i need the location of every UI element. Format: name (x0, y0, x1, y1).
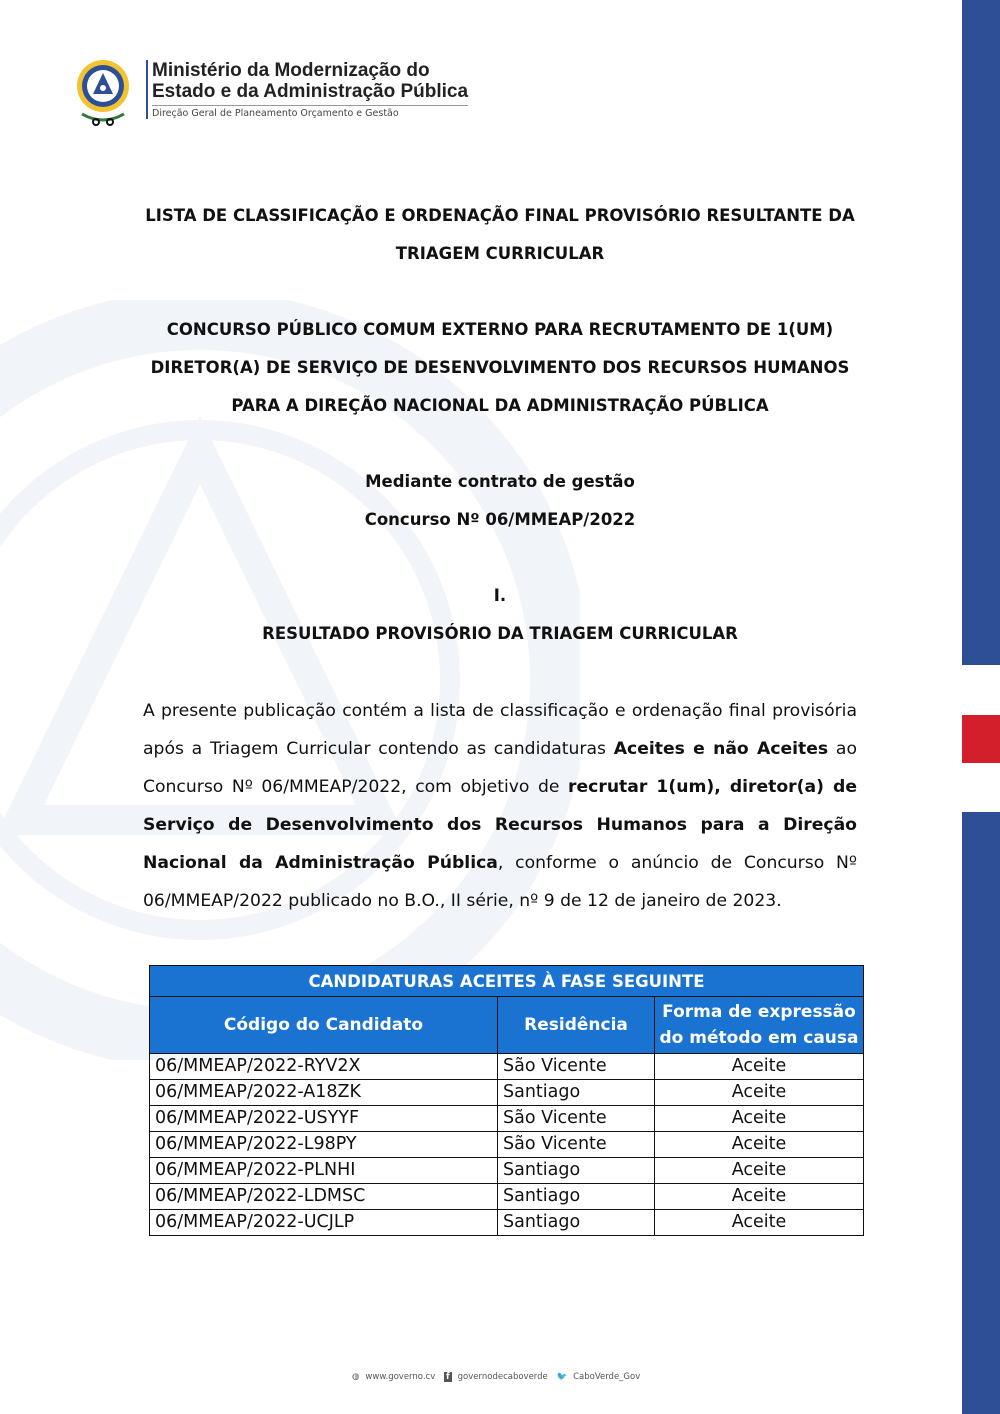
table-row (150, 1210, 864, 1236)
concurso-line-1: CONCURSO PÚBLICO COMUM EXTERNO PARA RECRUTAMENTO DE 1(UM) (166, 320, 834, 339)
twitter-icon: 🐦 (556, 1372, 568, 1382)
ministry-line-1: Ministério da Modernização do (152, 60, 430, 81)
cell-residence: Santiago (498, 1158, 655, 1184)
cell-residence: São Vicente (498, 1054, 655, 1080)
footer-twitter[interactable]: CaboVerde_Gov (573, 1372, 641, 1382)
col-header-code: Código do Candidato (150, 997, 498, 1054)
cell-residence: Santiago (498, 1184, 655, 1210)
cell-code: 06/MMEAP/2022-LDMSC (150, 1184, 498, 1210)
table-title: CANDIDATURAS ACEITES À FASE SEGUINTE (150, 966, 864, 997)
table-row (150, 1184, 864, 1210)
table-row (150, 1106, 864, 1132)
section-title: RESULTADO PROVISÓRIO DA TRIAGEM CURRICULAR (262, 624, 738, 643)
col-header-residence: Residência (498, 997, 655, 1054)
contract-type: Mediante contrato de gestão (365, 472, 635, 491)
concurso-line-2: DIRETOR(A) DE SERVIÇO DE DESENVOLVIMENTO DOS RECURSOS HUMANOS (150, 358, 850, 377)
cell-result: Aceite (655, 1158, 864, 1184)
concurso-number: Concurso Nº 06/MMEAP/2022 (364, 510, 636, 529)
title-line-2: TRIAGEM CURRICULAR (395, 244, 605, 263)
para-bold-2: recrutar 1(um), diretor(a) de Serviço de Desenvolvimento dos Recursos Humanos para a Direção Nacional da Administração Pública (143, 777, 857, 873)
coat-of-arms-icon (72, 56, 134, 128)
ministry-subtitle: Direção Geral de Planeamento Orçamento e Gestão (152, 105, 468, 119)
ministry-name (146, 60, 468, 119)
side-stripe-red (962, 715, 1000, 763)
globe-icon: ◍ (352, 1372, 360, 1382)
cell-residence: Santiago (498, 1210, 655, 1236)
cell-residence: São Vicente (498, 1106, 655, 1132)
cell-residence: Santiago (498, 1080, 655, 1106)
para-bold-1: Aceites e não Aceites (613, 739, 829, 759)
para-text-1: A presente publicação contém a lista de classificação e ordenação final provisória após a Triagem Curricular contendo as candidaturas (143, 701, 857, 759)
para-text-2: ao Concurso Nº 06/MMEAP/2022, com objetivo de (143, 739, 857, 797)
cell-residence: São Vicente (498, 1132, 655, 1158)
table-row (150, 1080, 864, 1106)
cell-code: 06/MMEAP/2022-PLNHI (150, 1158, 498, 1184)
cell-code: 06/MMEAP/2022-RYV2X (150, 1054, 498, 1080)
para-text-3: , conforme o anúncio de Concurso Nº 06/MMEAP/2022 publicado no B.O., II série, nº 9 de 12 de janeiro de 2023. (143, 853, 857, 911)
table-row (150, 1158, 864, 1184)
ministry-line-2: Estado e da Administração Pública (152, 81, 469, 102)
side-stripe-blue-top (962, 0, 1000, 665)
section-number: I. (493, 586, 507, 605)
cell-result: Aceite (655, 1210, 864, 1236)
cell-code: 06/MMEAP/2022-L98PY (150, 1132, 498, 1158)
candidates-table (149, 965, 864, 1236)
cell-result: Aceite (655, 1106, 864, 1132)
cell-result: Aceite (655, 1080, 864, 1106)
cell-result: Aceite (655, 1132, 864, 1158)
col-header-result: Forma de expressão do método em causa (655, 997, 864, 1054)
cell-code: 06/MMEAP/2022-UCJLP (150, 1210, 498, 1236)
page-footer (352, 1372, 646, 1382)
cell-code: 06/MMEAP/2022-USYYF (150, 1106, 498, 1132)
facebook-icon: f (445, 1372, 450, 1382)
cell-result: Aceite (655, 1184, 864, 1210)
concurso-line-3: PARA A DIREÇÃO NACIONAL DA ADMINISTRAÇÃO PÚBLICA (231, 396, 769, 415)
intro-paragraph (143, 692, 857, 920)
table-row (150, 1054, 864, 1080)
footer-website[interactable]: www.governo.cv (365, 1372, 436, 1382)
footer-facebook[interactable]: governodecaboverde (457, 1372, 548, 1382)
cell-code: 06/MMEAP/2022-A18ZK (150, 1080, 498, 1106)
table-row (150, 1132, 864, 1158)
title-line-1: LISTA DE CLASSIFICAÇÃO E ORDENAÇÃO FINAL PROVISÓRIO RESULTANTE DA (145, 206, 855, 225)
cell-result: Aceite (655, 1054, 864, 1080)
page-header (72, 56, 512, 136)
side-stripe-blue-bottom (962, 812, 1000, 1414)
